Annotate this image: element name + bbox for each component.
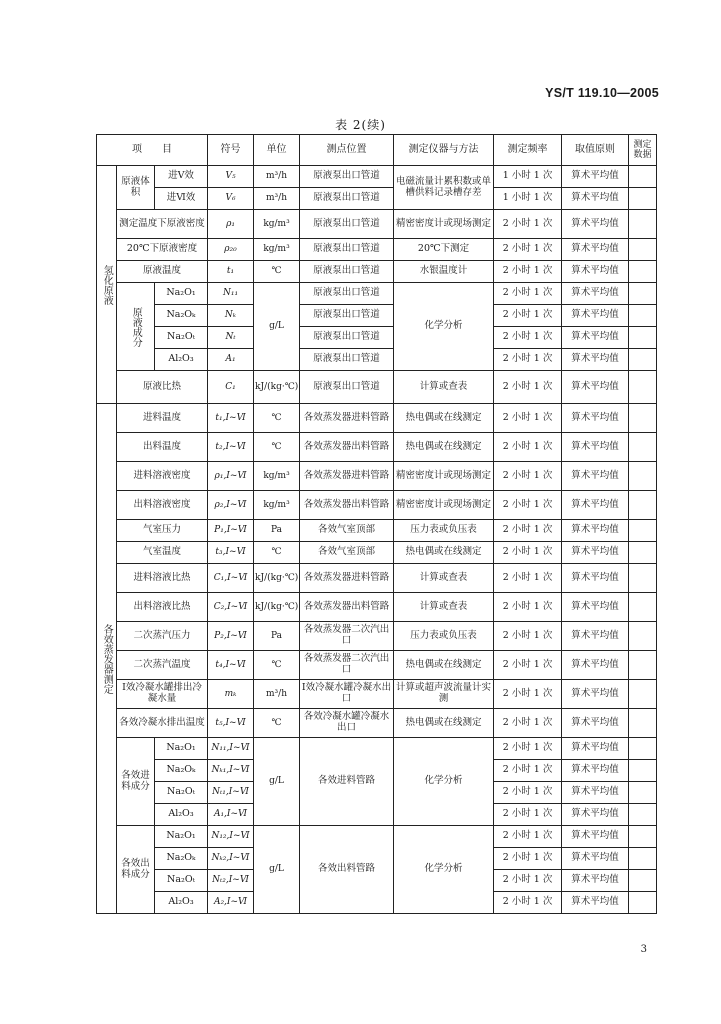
point-cell: 各效蒸发器出料管路 <box>300 491 394 520</box>
freq-cell: 2 小时 1 次 <box>494 804 562 826</box>
symbol-cell: t₃,Ⅰ~Ⅵ <box>208 542 254 564</box>
point-cell: 原液泵出口管道 <box>300 261 394 283</box>
point-cell: 各效气室顶部 <box>300 520 394 542</box>
item-cell: 二次蒸汽压力 <box>117 622 208 651</box>
col-header-rule: 取值原则 <box>562 135 629 166</box>
item-cell: Na₂Oₖ <box>155 848 208 870</box>
freq-cell: 2 小时 1 次 <box>494 826 562 848</box>
rule-cell: 算术平均值 <box>562 283 629 305</box>
unit-cell: Pa <box>254 520 300 542</box>
data-cell <box>629 804 657 826</box>
col-header-item: 项 目 <box>97 135 208 166</box>
freq-cell: 1 小时 1 次 <box>494 188 562 210</box>
col-header-freq: 测定频率 <box>494 135 562 166</box>
rule-cell: 算术平均值 <box>562 327 629 349</box>
rule-cell: 算术平均值 <box>562 371 629 404</box>
symbol-cell: V₅ <box>208 166 254 188</box>
point-cell: Ⅰ效冷凝水罐冷凝水出口 <box>300 680 394 709</box>
col-header-symbol: 符号 <box>208 135 254 166</box>
table-row <box>97 491 657 520</box>
table-row <box>97 371 657 404</box>
group-label: 氢化原液 <box>97 166 117 404</box>
unit-cell: kg/m³ <box>254 462 300 491</box>
data-cell <box>629 327 657 349</box>
data-cell <box>629 491 657 520</box>
data-cell <box>629 261 657 283</box>
table-row <box>97 462 657 491</box>
point-cell: 原液泵出口管道 <box>300 239 394 261</box>
subgroup-label: 各效出料成分 <box>117 826 155 914</box>
unit-cell: ℃ <box>254 542 300 564</box>
table-row <box>97 261 657 283</box>
document-code: YS/T 119.10—2005 <box>545 86 659 100</box>
rule-cell: 算术平均值 <box>562 564 629 593</box>
method-cell: 计算或查表 <box>394 371 494 404</box>
point-cell: 原液泵出口管道 <box>300 327 394 349</box>
symbol-cell: N₁₁,Ⅰ~Ⅵ <box>208 738 254 760</box>
table-row <box>97 210 657 239</box>
data-cell <box>629 826 657 848</box>
method-cell: 热电偶或在线测定 <box>394 709 494 738</box>
rule-cell: 算术平均值 <box>562 261 629 283</box>
table-row <box>97 564 657 593</box>
method-cell: 精密密度计或现场测定 <box>394 491 494 520</box>
freq-cell: 2 小时 1 次 <box>494 870 562 892</box>
table-row <box>97 622 657 651</box>
item-cell: Na₂Oₜ <box>155 782 208 804</box>
subgroup-label: 各效进料成分 <box>117 738 155 826</box>
freq-cell: 2 小时 1 次 <box>494 564 562 593</box>
freq-cell: 2 小时 1 次 <box>494 349 562 371</box>
symbol-cell: A₁ <box>208 349 254 371</box>
data-cell <box>629 433 657 462</box>
freq-cell: 2 小时 1 次 <box>494 651 562 680</box>
table-row <box>97 433 657 462</box>
table-row <box>97 166 657 188</box>
item-cell: 出料溶液比热 <box>117 593 208 622</box>
unit-cell: g/L <box>254 826 300 914</box>
method-cell: 电磁流量计累积数或单槽供料记录槽存差 <box>394 166 494 210</box>
table-row <box>97 404 657 433</box>
unit-cell: kg/m³ <box>254 239 300 261</box>
item-cell: 各效冷凝水排出温度 <box>117 709 208 738</box>
rule-cell: 算术平均值 <box>562 680 629 709</box>
table-row <box>97 593 657 622</box>
table-caption: 表 2(续) <box>335 118 386 132</box>
freq-cell: 1 小时 1 次 <box>494 166 562 188</box>
freq-cell: 2 小时 1 次 <box>494 491 562 520</box>
rule-cell: 算术平均值 <box>562 433 629 462</box>
freq-cell: 2 小时 1 次 <box>494 327 562 349</box>
data-cell <box>629 210 657 239</box>
rule-cell: 算术平均值 <box>562 738 629 760</box>
table-row <box>97 283 657 305</box>
item-cell: Al₂O₃ <box>155 804 208 826</box>
unit-cell: m³/h <box>254 166 300 188</box>
rule-cell: 算术平均值 <box>562 826 629 848</box>
data-cell <box>629 542 657 564</box>
data-cell <box>629 738 657 760</box>
freq-cell: 2 小时 1 次 <box>494 261 562 283</box>
point-cell: 各效蒸发器出料管路 <box>300 593 394 622</box>
point-cell: 各效气室顶部 <box>300 542 394 564</box>
data-cell <box>629 782 657 804</box>
point-cell: 原液泵出口管道 <box>300 188 394 210</box>
symbol-cell: Nₖ₂,Ⅰ~Ⅵ <box>208 848 254 870</box>
symbol-cell: V₆ <box>208 188 254 210</box>
point-cell: 各效冷凝水罐冷凝水出口 <box>300 709 394 738</box>
freq-cell: 2 小时 1 次 <box>494 210 562 239</box>
method-cell: 热电偶或在线测定 <box>394 404 494 433</box>
symbol-cell: C₁,Ⅰ~Ⅵ <box>208 564 254 593</box>
unit-cell: g/L <box>254 738 300 826</box>
col-header-point: 测点位置 <box>300 135 394 166</box>
symbol-cell: Nₜ <box>208 327 254 349</box>
freq-cell: 2 小时 1 次 <box>494 462 562 491</box>
symbol-cell: P₁,Ⅰ~Ⅵ <box>208 520 254 542</box>
table-row <box>97 188 657 210</box>
rule-cell: 算术平均值 <box>562 305 629 327</box>
item-cell: 进Ⅵ效 <box>155 188 208 210</box>
unit-cell: kJ/(kg·℃) <box>254 564 300 593</box>
method-cell: 计算或查表 <box>394 564 494 593</box>
data-cell <box>629 651 657 680</box>
rule-cell: 算术平均值 <box>562 188 629 210</box>
item-cell: Na₂Oₜ <box>155 870 208 892</box>
symbol-cell: ρ₁,Ⅰ~Ⅵ <box>208 462 254 491</box>
unit-cell: kg/m³ <box>254 491 300 520</box>
table-row <box>97 305 657 327</box>
unit-cell: ℃ <box>254 651 300 680</box>
freq-cell: 2 小时 1 次 <box>494 738 562 760</box>
item-cell: Na₂O₁ <box>155 826 208 848</box>
rule-cell: 算术平均值 <box>562 651 629 680</box>
data-cell <box>629 305 657 327</box>
item-cell: 出料温度 <box>117 433 208 462</box>
symbol-cell: Nₜ₂,Ⅰ~Ⅵ <box>208 870 254 892</box>
group-label: 各效蒸发器测定 <box>97 404 117 914</box>
point-cell: 各效蒸发器进料管路 <box>300 564 394 593</box>
item-cell: Na₂O₁ <box>155 283 208 305</box>
symbol-cell: t₅,Ⅰ~Ⅵ <box>208 709 254 738</box>
item-cell: 进料溶液密度 <box>117 462 208 491</box>
data-cell <box>629 166 657 188</box>
symbol-cell: A₁,Ⅰ~Ⅵ <box>208 804 254 826</box>
data-cell <box>629 870 657 892</box>
point-cell: 原液泵出口管道 <box>300 371 394 404</box>
data-cell <box>629 760 657 782</box>
rule-cell: 算术平均值 <box>562 404 629 433</box>
rule-cell: 算术平均值 <box>562 491 629 520</box>
method-cell: 精密密度计或现场测定 <box>394 210 494 239</box>
unit-cell: ℃ <box>254 709 300 738</box>
rule-cell: 算术平均值 <box>562 782 629 804</box>
method-cell: 化学分析 <box>394 738 494 826</box>
method-cell: 计算或超声波流量计实测 <box>394 680 494 709</box>
item-cell: Ⅰ效冷凝水罐排出冷凝水量 <box>117 680 208 709</box>
method-cell: 热电偶或在线测定 <box>394 651 494 680</box>
unit-cell: kJ/(kg·℃) <box>254 371 300 404</box>
freq-cell: 2 小时 1 次 <box>494 709 562 738</box>
col-header-data: 测定数据 <box>629 135 657 166</box>
symbol-cell: mₖ <box>208 680 254 709</box>
symbol-cell: t₄,Ⅰ~Ⅵ <box>208 651 254 680</box>
rule-cell: 算术平均值 <box>562 892 629 914</box>
data-cell <box>629 349 657 371</box>
item-cell: 进Ⅴ效 <box>155 166 208 188</box>
rule-cell: 算术平均值 <box>562 462 629 491</box>
col-header-method: 测定仪器与方法 <box>394 135 494 166</box>
freq-cell: 2 小时 1 次 <box>494 520 562 542</box>
point-cell: 原液泵出口管道 <box>300 166 394 188</box>
method-cell: 精密密度计或现场测定 <box>394 462 494 491</box>
symbol-cell: C₂,Ⅰ~Ⅵ <box>208 593 254 622</box>
data-cell <box>629 848 657 870</box>
freq-cell: 2 小时 1 次 <box>494 593 562 622</box>
unit-cell: g/L <box>254 283 300 371</box>
method-cell: 化学分析 <box>394 826 494 914</box>
table-row <box>97 680 657 709</box>
item-cell: Na₂O₁ <box>155 738 208 760</box>
freq-cell: 2 小时 1 次 <box>494 542 562 564</box>
freq-cell: 2 小时 1 次 <box>494 433 562 462</box>
subgroup-label: 原液体积 <box>117 166 155 210</box>
method-cell: 水银温度计 <box>394 261 494 283</box>
measurement-table <box>96 134 657 914</box>
freq-cell: 2 小时 1 次 <box>494 622 562 651</box>
data-cell <box>629 239 657 261</box>
symbol-cell: A₂,Ⅰ~Ⅵ <box>208 892 254 914</box>
data-cell <box>629 622 657 651</box>
point-cell: 各效蒸发器出料管路 <box>300 433 394 462</box>
rule-cell: 算术平均值 <box>562 804 629 826</box>
rule-cell: 算术平均值 <box>562 593 629 622</box>
freq-cell: 2 小时 1 次 <box>494 239 562 261</box>
freq-cell: 2 小时 1 次 <box>494 782 562 804</box>
data-cell <box>629 283 657 305</box>
table-row <box>97 738 657 760</box>
item-cell: Al₂O₃ <box>155 349 208 371</box>
item-cell: Al₂O₃ <box>155 892 208 914</box>
point-cell: 各效出料管路 <box>300 826 394 914</box>
method-cell: 压力表或负压表 <box>394 520 494 542</box>
subgroup-label: 原液成分 <box>117 283 155 371</box>
unit-cell: Pa <box>254 622 300 651</box>
point-cell: 原液泵出口管道 <box>300 283 394 305</box>
symbol-cell: Nₖ₁,Ⅰ~Ⅵ <box>208 760 254 782</box>
point-cell: 原液泵出口管道 <box>300 305 394 327</box>
item-cell: 出料溶液密度 <box>117 491 208 520</box>
item-cell: 原液温度 <box>117 261 208 283</box>
item-cell: 气室压力 <box>117 520 208 542</box>
symbol-cell: ρ₂,Ⅰ~Ⅵ <box>208 491 254 520</box>
table-row <box>97 542 657 564</box>
data-cell <box>629 520 657 542</box>
method-cell: 计算或查表 <box>394 593 494 622</box>
data-cell <box>629 188 657 210</box>
freq-cell: 2 小时 1 次 <box>494 404 562 433</box>
table-row <box>97 327 657 349</box>
rule-cell: 算术平均值 <box>562 166 629 188</box>
item-cell: 20℃下原液密度 <box>117 239 208 261</box>
unit-cell: kJ/(kg·℃) <box>254 593 300 622</box>
item-cell: 测定温度下原液密度 <box>117 210 208 239</box>
item-cell: Na₂Oₜ <box>155 327 208 349</box>
symbol-cell: t₁ <box>208 261 254 283</box>
symbol-cell: C₁ <box>208 371 254 404</box>
item-cell: Na₂Oₖ <box>155 305 208 327</box>
rule-cell: 算术平均值 <box>562 210 629 239</box>
point-cell: 各效蒸发器二次汽出口 <box>300 651 394 680</box>
rule-cell: 算术平均值 <box>562 520 629 542</box>
symbol-cell: Nₜ₁,Ⅰ~Ⅵ <box>208 782 254 804</box>
page-number: 3 <box>640 944 647 955</box>
symbol-cell: P₂,Ⅰ~Ⅵ <box>208 622 254 651</box>
rule-cell: 算术平均值 <box>562 870 629 892</box>
data-cell <box>629 709 657 738</box>
unit-cell: ℃ <box>254 261 300 283</box>
data-cell <box>629 371 657 404</box>
data-cell <box>629 892 657 914</box>
table-row <box>97 826 657 848</box>
col-header-unit: 单位 <box>254 135 300 166</box>
method-cell: 化学分析 <box>394 283 494 371</box>
point-cell: 各效进料管路 <box>300 738 394 826</box>
symbol-cell: t₂,Ⅰ~Ⅵ <box>208 433 254 462</box>
freq-cell: 2 小时 1 次 <box>494 848 562 870</box>
rule-cell: 算术平均值 <box>562 848 629 870</box>
rule-cell: 算术平均值 <box>562 542 629 564</box>
method-cell: 压力表或负压表 <box>394 622 494 651</box>
freq-cell: 2 小时 1 次 <box>494 892 562 914</box>
table-row <box>97 349 657 371</box>
rule-cell: 算术平均值 <box>562 239 629 261</box>
table-row <box>97 239 657 261</box>
symbol-cell: ρ₂₀ <box>208 239 254 261</box>
data-cell <box>629 593 657 622</box>
freq-cell: 2 小时 1 次 <box>494 760 562 782</box>
symbol-cell: N₁₂,Ⅰ~Ⅵ <box>208 826 254 848</box>
symbol-cell: Nₖ <box>208 305 254 327</box>
unit-cell: m³/h <box>254 680 300 709</box>
table-row <box>97 709 657 738</box>
symbol-cell: ρ₁ <box>208 210 254 239</box>
item-cell: Na₂Oₖ <box>155 760 208 782</box>
point-cell: 各效蒸发器二次汽出口 <box>300 622 394 651</box>
unit-cell: kg/m³ <box>254 210 300 239</box>
point-cell: 原液泵出口管道 <box>300 210 394 239</box>
data-cell <box>629 564 657 593</box>
rule-cell: 算术平均值 <box>562 709 629 738</box>
method-cell: 热电偶或在线测定 <box>394 542 494 564</box>
data-cell <box>629 462 657 491</box>
unit-cell: ℃ <box>254 433 300 462</box>
rule-cell: 算术平均值 <box>562 349 629 371</box>
freq-cell: 2 小时 1 次 <box>494 371 562 404</box>
method-cell: 热电偶或在线测定 <box>394 433 494 462</box>
table-row <box>97 520 657 542</box>
freq-cell: 2 小时 1 次 <box>494 305 562 327</box>
rule-cell: 算术平均值 <box>562 622 629 651</box>
item-cell: 进料溶液比热 <box>117 564 208 593</box>
symbol-cell: t₁,Ⅰ~Ⅵ <box>208 404 254 433</box>
unit-cell: ℃ <box>254 404 300 433</box>
method-cell: 20℃下测定 <box>394 239 494 261</box>
data-cell <box>629 680 657 709</box>
data-cell <box>629 404 657 433</box>
unit-cell: m³/h <box>254 188 300 210</box>
point-cell: 各效蒸发器进料管路 <box>300 404 394 433</box>
point-cell: 各效蒸发器进料管路 <box>300 462 394 491</box>
table-row <box>97 651 657 680</box>
symbol-cell: N₁₁ <box>208 283 254 305</box>
item-cell: 气室温度 <box>117 542 208 564</box>
item-cell: 二次蒸汽温度 <box>117 651 208 680</box>
rule-cell: 算术平均值 <box>562 760 629 782</box>
point-cell: 原液泵出口管道 <box>300 349 394 371</box>
freq-cell: 2 小时 1 次 <box>494 283 562 305</box>
item-cell: 进料温度 <box>117 404 208 433</box>
item-cell: 原液比热 <box>117 371 208 404</box>
freq-cell: 2 小时 1 次 <box>494 680 562 709</box>
header-row <box>97 135 657 166</box>
